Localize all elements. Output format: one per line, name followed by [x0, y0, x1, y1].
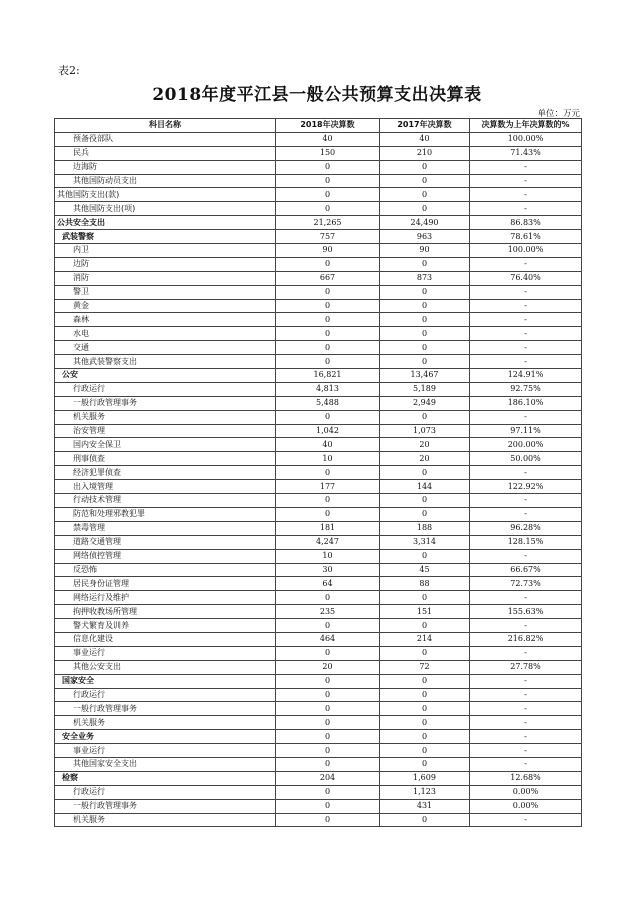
- table-row: [55, 160, 582, 174]
- value-2017-cell: 88: [380, 577, 470, 591]
- table-row: [55, 688, 582, 702]
- value-2018-cell: 0: [276, 327, 380, 341]
- value-2017-cell: 873: [380, 271, 470, 285]
- table-header-row: [55, 119, 582, 133]
- table-row: [55, 577, 582, 591]
- table-row: [55, 299, 582, 313]
- ratio-percent-cell: -: [470, 688, 582, 702]
- subject-name-cell: 一般行政管理事务: [55, 702, 276, 716]
- value-2017-cell: 90: [380, 244, 470, 258]
- table-row: [55, 230, 582, 244]
- table-row: [55, 174, 582, 188]
- value-2017-cell: 144: [380, 480, 470, 494]
- subject-name-cell: 反恐怖: [55, 563, 276, 577]
- ratio-percent-cell: -: [470, 716, 582, 730]
- subject-name-cell: 边海防: [55, 160, 276, 174]
- ratio-percent-cell: 100.00%: [470, 244, 582, 258]
- table-row: [55, 660, 582, 674]
- value-2018-cell: 0: [276, 716, 380, 730]
- value-2017-cell: 214: [380, 632, 470, 646]
- value-2017-cell: 0: [380, 591, 470, 605]
- subject-name-cell: 机关服务: [55, 410, 276, 424]
- table-row: [55, 271, 582, 285]
- value-2018-cell: 4,247: [276, 535, 380, 549]
- value-2017-cell: 0: [380, 160, 470, 174]
- subject-name-cell: 事业运行: [55, 646, 276, 660]
- subject-name-cell: 其他武装警察支出: [55, 355, 276, 369]
- table-row: [55, 757, 582, 771]
- table-row: [55, 646, 582, 660]
- subject-name-cell: 检察: [55, 771, 276, 785]
- subject-name-cell: 警犬繁育及训养: [55, 619, 276, 633]
- value-2017-cell: 0: [380, 619, 470, 633]
- ratio-percent-cell: 97.11%: [470, 424, 582, 438]
- value-2017-cell: 0: [380, 174, 470, 188]
- ratio-percent-cell: 76.40%: [470, 271, 582, 285]
- ratio-percent-cell: 86.83%: [470, 216, 582, 230]
- value-2018-cell: 0: [276, 799, 380, 813]
- value-2018-cell: 10: [276, 549, 380, 563]
- table-row: [55, 132, 582, 146]
- value-2018-cell: 0: [276, 313, 380, 327]
- table-row: [55, 549, 582, 563]
- value-2017-cell: 0: [380, 410, 470, 424]
- table-row: [55, 146, 582, 160]
- subject-name-cell: 森林: [55, 313, 276, 327]
- subject-name-cell: 其他国防支出(款): [55, 188, 276, 202]
- ratio-percent-cell: -: [470, 466, 582, 480]
- ratio-percent-cell: -: [470, 646, 582, 660]
- table-row: [55, 744, 582, 758]
- ratio-percent-cell: 96.28%: [470, 521, 582, 535]
- table-row: [55, 396, 582, 410]
- subject-name-cell: 居民身份证管理: [55, 577, 276, 591]
- subject-name-cell: 机关服务: [55, 813, 276, 827]
- subject-name-cell: 黄金: [55, 299, 276, 313]
- ratio-percent-cell: 124.91%: [470, 369, 582, 383]
- value-2018-cell: 0: [276, 174, 380, 188]
- value-2017-cell: 210: [380, 146, 470, 160]
- value-2018-cell: 150: [276, 146, 380, 160]
- table-row: [55, 257, 582, 271]
- budget-table: [54, 118, 582, 827]
- ratio-percent-cell: -: [470, 410, 582, 424]
- value-2018-cell: 464: [276, 632, 380, 646]
- value-2017-cell: 0: [380, 813, 470, 827]
- value-2017-cell: 0: [380, 466, 470, 480]
- table-row: [55, 341, 582, 355]
- table-row: [55, 507, 582, 521]
- value-2018-cell: 177: [276, 480, 380, 494]
- subject-name-cell: 预备役部队: [55, 132, 276, 146]
- value-2017-cell: 20: [380, 452, 470, 466]
- value-2018-cell: 0: [276, 813, 380, 827]
- value-2018-cell: 0: [276, 410, 380, 424]
- value-2018-cell: 0: [276, 619, 380, 633]
- ratio-percent-cell: 50.00%: [470, 452, 582, 466]
- subject-name-cell: 网络运行及维护: [55, 591, 276, 605]
- value-2018-cell: 1,042: [276, 424, 380, 438]
- value-2018-cell: 5,488: [276, 396, 380, 410]
- value-2018-cell: 667: [276, 271, 380, 285]
- subject-name-cell: 一般行政管理事务: [55, 396, 276, 410]
- subject-name-cell: 一般行政管理事务: [55, 799, 276, 813]
- subject-name-cell: 拘押收教场所管理: [55, 605, 276, 619]
- ratio-percent-cell: 71.43%: [470, 146, 582, 160]
- value-2017-cell: 0: [380, 744, 470, 758]
- table-row: [55, 438, 582, 452]
- subject-name-cell: 警卫: [55, 285, 276, 299]
- header-subject-name: 科目名称: [55, 119, 276, 133]
- subject-name-cell: 行政运行: [55, 382, 276, 396]
- table-row: [55, 535, 582, 549]
- ratio-percent-cell: 12.68%: [470, 771, 582, 785]
- table-row: [55, 202, 582, 216]
- ratio-percent-cell: -: [470, 730, 582, 744]
- value-2018-cell: 0: [276, 688, 380, 702]
- table-row: [55, 563, 582, 577]
- table-row: [55, 674, 582, 688]
- value-2018-cell: 0: [276, 160, 380, 174]
- subject-name-cell: 行动技术管理: [55, 494, 276, 508]
- header-ratio-percent: 决算数为上年决算数的%: [470, 119, 582, 133]
- subject-name-cell: 刑事侦查: [55, 452, 276, 466]
- header-2018-final: 2018年决算数: [276, 119, 380, 133]
- value-2018-cell: 0: [276, 507, 380, 521]
- value-2017-cell: 963: [380, 230, 470, 244]
- value-2018-cell: 757: [276, 230, 380, 244]
- ratio-percent-cell: -: [470, 813, 582, 827]
- value-2017-cell: 5,189: [380, 382, 470, 396]
- table-row: [55, 382, 582, 396]
- value-2017-cell: 1,073: [380, 424, 470, 438]
- value-2017-cell: 0: [380, 757, 470, 771]
- ratio-percent-cell: 122.92%: [470, 480, 582, 494]
- value-2018-cell: 0: [276, 355, 380, 369]
- value-2017-cell: 0: [380, 716, 470, 730]
- subject-name-cell: 其他公安支出: [55, 660, 276, 674]
- ratio-percent-cell: 100.00%: [470, 132, 582, 146]
- table-row: [55, 244, 582, 258]
- value-2018-cell: 0: [276, 674, 380, 688]
- table-row: [55, 424, 582, 438]
- value-2018-cell: 30: [276, 563, 380, 577]
- value-2018-cell: 0: [276, 299, 380, 313]
- ratio-percent-cell: 78.61%: [470, 230, 582, 244]
- table-body: [55, 132, 582, 827]
- subject-name-cell: 其他国防动员支出: [55, 174, 276, 188]
- ratio-percent-cell: -: [470, 744, 582, 758]
- table-row: [55, 702, 582, 716]
- table-row: [55, 730, 582, 744]
- subject-name-cell: 武装警察: [55, 230, 276, 244]
- subject-name-cell: 其他国家安全支出: [55, 757, 276, 771]
- value-2017-cell: 0: [380, 549, 470, 563]
- subject-name-cell: 水电: [55, 327, 276, 341]
- subject-name-cell: 消防: [55, 271, 276, 285]
- ratio-percent-cell: 128.15%: [470, 535, 582, 549]
- value-2017-cell: 431: [380, 799, 470, 813]
- ratio-percent-cell: -: [470, 341, 582, 355]
- value-2017-cell: 0: [380, 674, 470, 688]
- ratio-percent-cell: -: [470, 174, 582, 188]
- value-2018-cell: 0: [276, 744, 380, 758]
- value-2018-cell: 0: [276, 591, 380, 605]
- table-row: [55, 355, 582, 369]
- value-2018-cell: 64: [276, 577, 380, 591]
- subject-name-cell: 行政运行: [55, 785, 276, 799]
- subject-name-cell: 网络侦控管理: [55, 549, 276, 563]
- table-row: [55, 216, 582, 230]
- value-2017-cell: 0: [380, 494, 470, 508]
- subject-name-cell: 交通: [55, 341, 276, 355]
- value-2018-cell: 21,265: [276, 216, 380, 230]
- value-2017-cell: 45: [380, 563, 470, 577]
- value-2017-cell: 0: [380, 341, 470, 355]
- ratio-percent-cell: -: [470, 188, 582, 202]
- ratio-percent-cell: 0.00%: [470, 799, 582, 813]
- value-2018-cell: 0: [276, 188, 380, 202]
- value-2017-cell: 188: [380, 521, 470, 535]
- value-2017-cell: 0: [380, 730, 470, 744]
- table-row: [55, 619, 582, 633]
- value-2017-cell: 0: [380, 646, 470, 660]
- ratio-percent-cell: -: [470, 299, 582, 313]
- table-row: [55, 591, 582, 605]
- value-2017-cell: 0: [380, 257, 470, 271]
- subject-name-cell: 事业运行: [55, 744, 276, 758]
- subject-name-cell: 边防: [55, 257, 276, 271]
- subject-name-cell: 道路交通管理: [55, 535, 276, 549]
- value-2018-cell: 10: [276, 452, 380, 466]
- ratio-percent-cell: 0.00%: [470, 785, 582, 799]
- ratio-percent-cell: -: [470, 285, 582, 299]
- value-2018-cell: 0: [276, 341, 380, 355]
- value-2017-cell: 13,467: [380, 369, 470, 383]
- subject-name-cell: 经济犯罪侦查: [55, 466, 276, 480]
- value-2018-cell: 40: [276, 438, 380, 452]
- value-2018-cell: 235: [276, 605, 380, 619]
- value-2018-cell: 0: [276, 466, 380, 480]
- ratio-percent-cell: -: [470, 619, 582, 633]
- table-row: [55, 605, 582, 619]
- ratio-percent-cell: 27.78%: [470, 660, 582, 674]
- subject-name-cell: 国家安全: [55, 674, 276, 688]
- subject-name-cell: 公共安全支出: [55, 216, 276, 230]
- ratio-percent-cell: -: [470, 757, 582, 771]
- unit-label: 单位：万元: [537, 109, 580, 119]
- value-2018-cell: 0: [276, 702, 380, 716]
- ratio-percent-cell: 92.75%: [470, 382, 582, 396]
- ratio-percent-cell: -: [470, 355, 582, 369]
- table-row: [55, 466, 582, 480]
- table-row: [55, 480, 582, 494]
- value-2017-cell: 0: [380, 688, 470, 702]
- value-2018-cell: 90: [276, 244, 380, 258]
- value-2017-cell: 0: [380, 202, 470, 216]
- value-2017-cell: 0: [380, 188, 470, 202]
- ratio-percent-cell: -: [470, 494, 582, 508]
- subject-name-cell: 国内安全保卫: [55, 438, 276, 452]
- table-row: [55, 285, 582, 299]
- ratio-percent-cell: -: [470, 313, 582, 327]
- ratio-percent-cell: 186.10%: [470, 396, 582, 410]
- ratio-percent-cell: 72.73%: [470, 577, 582, 591]
- table-row: [55, 632, 582, 646]
- value-2017-cell: 1,609: [380, 771, 470, 785]
- header-2017-final: 2017年决算数: [380, 119, 470, 133]
- ratio-percent-cell: 66.67%: [470, 563, 582, 577]
- value-2018-cell: 0: [276, 730, 380, 744]
- value-2018-cell: 181: [276, 521, 380, 535]
- value-2017-cell: 0: [380, 507, 470, 521]
- value-2018-cell: 4,813: [276, 382, 380, 396]
- table-row: [55, 452, 582, 466]
- value-2017-cell: 24,490: [380, 216, 470, 230]
- value-2017-cell: 72: [380, 660, 470, 674]
- value-2017-cell: 0: [380, 313, 470, 327]
- ratio-percent-cell: -: [470, 327, 582, 341]
- subject-name-cell: 防范和处理邪教犯罪: [55, 507, 276, 521]
- value-2018-cell: 0: [276, 285, 380, 299]
- ratio-percent-cell: -: [470, 702, 582, 716]
- ratio-percent-cell: -: [470, 549, 582, 563]
- value-2018-cell: 204: [276, 771, 380, 785]
- value-2018-cell: 0: [276, 646, 380, 660]
- ratio-percent-cell: -: [470, 257, 582, 271]
- subject-name-cell: 治安管理: [55, 424, 276, 438]
- value-2018-cell: 0: [276, 757, 380, 771]
- value-2017-cell: 0: [380, 299, 470, 313]
- table-number: 表2:: [58, 64, 80, 77]
- value-2017-cell: 3,314: [380, 535, 470, 549]
- value-2017-cell: 0: [380, 702, 470, 716]
- value-2017-cell: 40: [380, 132, 470, 146]
- table-row: [55, 327, 582, 341]
- table-row: [55, 369, 582, 383]
- subject-name-cell: 机关服务: [55, 716, 276, 730]
- value-2018-cell: 0: [276, 202, 380, 216]
- ratio-percent-cell: 216.82%: [470, 632, 582, 646]
- ratio-percent-cell: -: [470, 674, 582, 688]
- table-row: [55, 494, 582, 508]
- value-2018-cell: 16,821: [276, 369, 380, 383]
- value-2017-cell: 0: [380, 327, 470, 341]
- value-2018-cell: 20: [276, 660, 380, 674]
- value-2018-cell: 0: [276, 257, 380, 271]
- value-2017-cell: 0: [380, 285, 470, 299]
- ratio-percent-cell: -: [470, 160, 582, 174]
- value-2017-cell: 20: [380, 438, 470, 452]
- table-row: [55, 716, 582, 730]
- subject-name-cell: 禁毒管理: [55, 521, 276, 535]
- subject-name-cell: 信息化建设: [55, 632, 276, 646]
- table-row: [55, 813, 582, 827]
- table-row: [55, 313, 582, 327]
- ratio-percent-cell: -: [470, 202, 582, 216]
- value-2018-cell: 0: [276, 785, 380, 799]
- table-row: [55, 521, 582, 535]
- subject-name-cell: 民兵: [55, 146, 276, 160]
- table-row: [55, 771, 582, 785]
- ratio-percent-cell: 155.63%: [470, 605, 582, 619]
- subject-name-cell: 出入境管理: [55, 480, 276, 494]
- value-2017-cell: 0: [380, 355, 470, 369]
- subject-name-cell: 公安: [55, 369, 276, 383]
- ratio-percent-cell: 200.00%: [470, 438, 582, 452]
- value-2018-cell: 0: [276, 494, 380, 508]
- table-row: [55, 410, 582, 424]
- table-row: [55, 785, 582, 799]
- ratio-percent-cell: -: [470, 507, 582, 521]
- value-2017-cell: 2,949: [380, 396, 470, 410]
- subject-name-cell: 内卫: [55, 244, 276, 258]
- value-2018-cell: 40: [276, 132, 380, 146]
- page-title: 2018年度平江县一般公共预算支出决算表: [152, 85, 482, 105]
- subject-name-cell: 其他国防支出(项): [55, 202, 276, 216]
- subject-name-cell: 行政运行: [55, 688, 276, 702]
- ratio-percent-cell: -: [470, 591, 582, 605]
- table-row: [55, 799, 582, 813]
- table-row: [55, 188, 582, 202]
- value-2017-cell: 151: [380, 605, 470, 619]
- subject-name-cell: 安全业务: [55, 730, 276, 744]
- value-2017-cell: 1,123: [380, 785, 470, 799]
